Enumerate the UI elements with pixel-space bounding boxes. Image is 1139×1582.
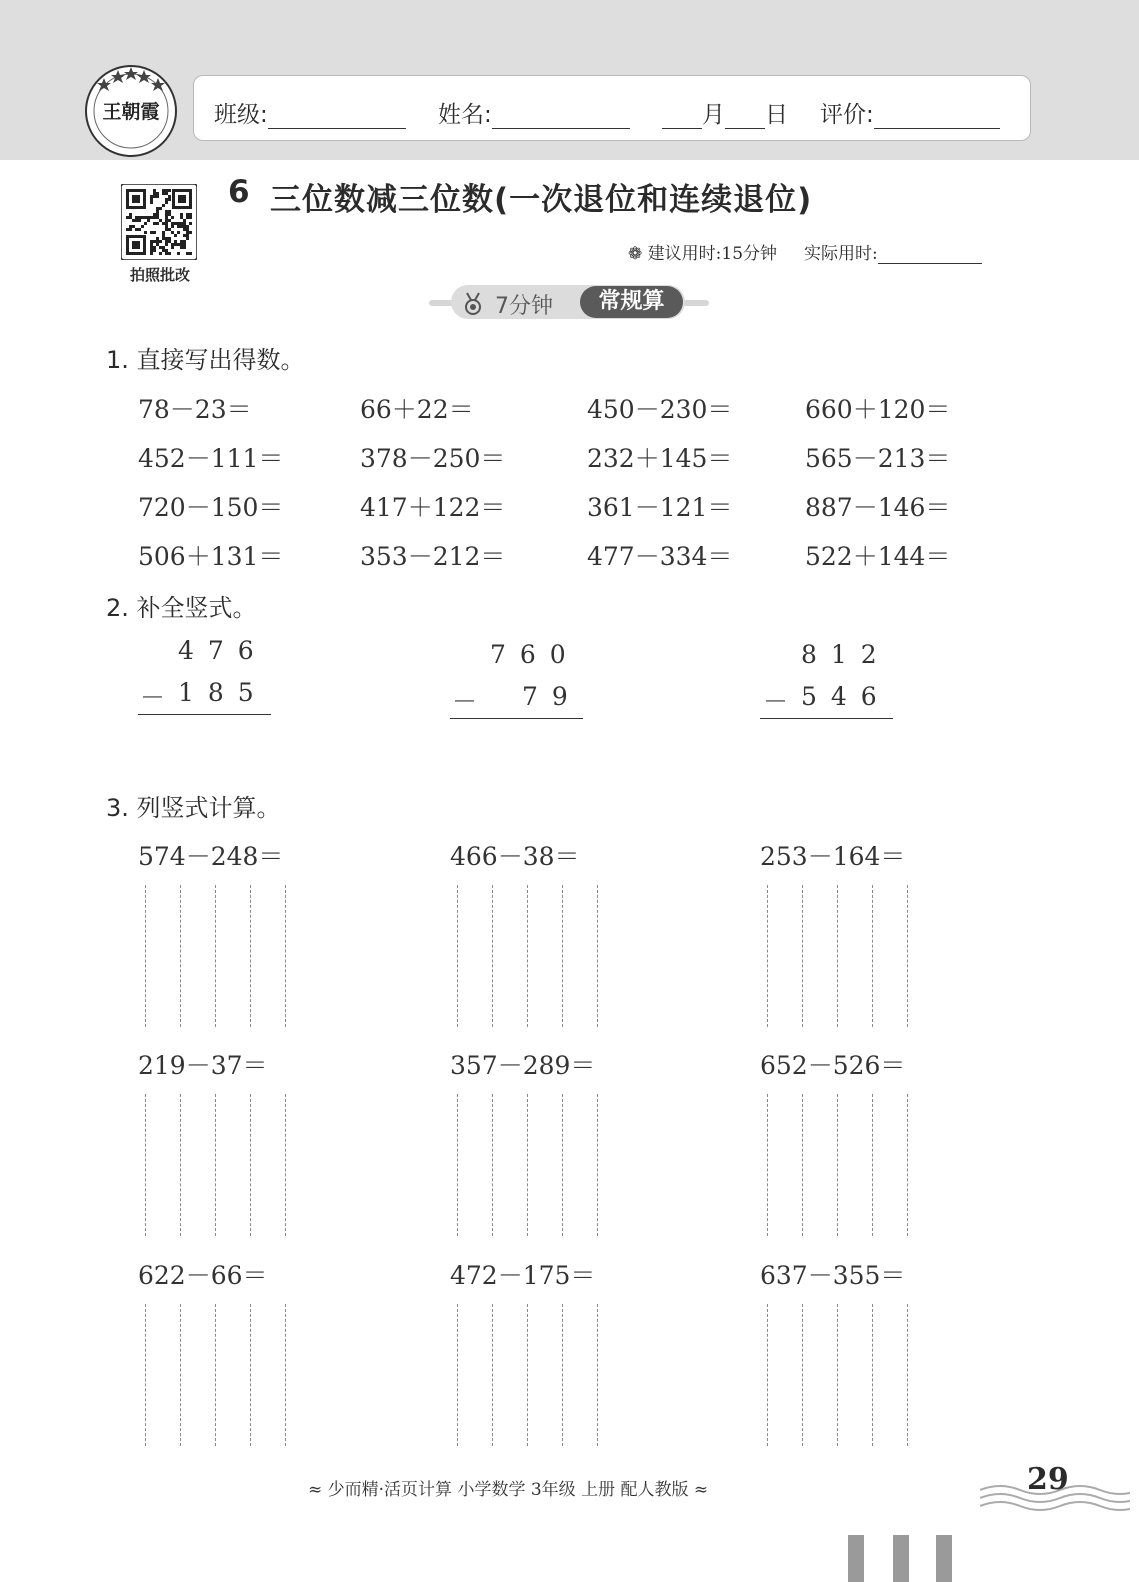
eval-label: 评价:: [820, 102, 874, 128]
work-guide-line: [250, 1094, 251, 1236]
work-guide-line: [215, 885, 216, 1027]
work-guide-line: [145, 1094, 146, 1236]
work-guide-line: [145, 1304, 146, 1446]
mental-math-item: 565－213＝: [805, 444, 951, 473]
work-guide-line: [180, 1304, 181, 1446]
actual-time-label: 实际用时:: [804, 244, 878, 264]
section1-heading: 1. 直接写出得数。: [106, 346, 305, 374]
eval-field[interactable]: [820, 96, 1000, 129]
work-guide-line: [802, 885, 803, 1027]
vertical-calc-problem: 622－66＝: [138, 1261, 268, 1290]
mental-math-item: 660＋120＝: [805, 395, 951, 424]
medal-icon: [462, 292, 484, 320]
work-guide-line: [597, 885, 598, 1027]
vertical-calc-problem: 219－37＝: [138, 1051, 268, 1080]
work-guide-line: [285, 1094, 286, 1236]
work-guide-line: [907, 1304, 908, 1446]
work-guide-line: [872, 885, 873, 1027]
work-area[interactable]: [145, 1304, 287, 1446]
vertical-line-1: [138, 714, 271, 715]
mental-math-item: 477－334＝: [587, 542, 733, 571]
mental-math-item: 361－121＝: [587, 493, 733, 522]
work-guide-line: [215, 1094, 216, 1236]
name-blank[interactable]: [492, 104, 630, 129]
name-label: 姓名:: [438, 102, 492, 128]
mental-math-item: 720－150＝: [138, 493, 284, 522]
work-guide-line: [767, 885, 768, 1027]
work-guide-line: [872, 1094, 873, 1236]
vertical-calc-problem: 637－355＝: [760, 1261, 906, 1290]
vertical-calc-problem: 253－164＝: [760, 842, 906, 871]
work-guide-line: [562, 1094, 563, 1236]
work-guide-line: [250, 1304, 251, 1446]
edge-bar: [936, 1535, 952, 1582]
work-guide-line: [285, 885, 286, 1027]
work-area[interactable]: [767, 1094, 909, 1236]
work-guide-line: [907, 885, 908, 1027]
publisher-logo: [84, 64, 178, 158]
class-label: 班级:: [214, 102, 268, 128]
work-guide-line: [802, 1304, 803, 1446]
vertical-calc-problem: 652－526＝: [760, 1051, 906, 1080]
day-blank[interactable]: [725, 104, 765, 129]
work-area[interactable]: [767, 1304, 909, 1446]
mental-math-item: 522＋144＝: [805, 542, 951, 571]
work-guide-line: [457, 885, 458, 1027]
qr-label: 拍照批改: [129, 266, 190, 284]
work-guide-line: [597, 1094, 598, 1236]
work-guide-line: [907, 1094, 908, 1236]
timer-icon: ❁: [628, 244, 643, 264]
logo-text: 王朝霞: [102, 101, 160, 123]
lesson-number: 6: [228, 174, 250, 210]
work-guide-line: [285, 1304, 286, 1446]
vertical-calc-problem: 357－289＝: [450, 1051, 596, 1080]
vertical-line-3: [760, 718, 893, 719]
work-guide-line: [837, 1304, 838, 1446]
mental-math-item: 378－250＝: [360, 444, 506, 473]
work-area[interactable]: [457, 1304, 599, 1446]
mental-math-item: 450－230＝: [587, 395, 733, 424]
vertical-top-1: 476: [178, 636, 268, 665]
qr-code[interactable]: [121, 184, 197, 260]
work-guide-line: [180, 1094, 181, 1236]
work-guide-line: [492, 885, 493, 1027]
student-info-box: [193, 75, 1031, 141]
work-guide-line: [250, 885, 251, 1027]
month-blank[interactable]: [662, 104, 702, 129]
mental-math-item: 417＋122＝: [360, 493, 506, 522]
class-blank[interactable]: [268, 104, 406, 129]
edge-bar: [893, 1535, 909, 1582]
mental-math-item: 66＋22＝: [360, 395, 474, 424]
vertical-calc-problem: 466－38＝: [450, 842, 580, 871]
month-label: 月: [702, 102, 725, 128]
vertical-op-3: －: [763, 687, 803, 716]
work-guide-line: [457, 1304, 458, 1446]
mental-math-item: 232＋145＝: [587, 444, 733, 473]
work-guide-line: [492, 1094, 493, 1236]
work-guide-line: [180, 885, 181, 1027]
section2-heading: 2. 补全竖式。: [106, 594, 257, 622]
pill-tag: 常规算: [580, 286, 683, 318]
work-guide-line: [562, 1304, 563, 1446]
mental-math-item: 353－212＝: [360, 542, 506, 571]
name-field[interactable]: [438, 96, 630, 129]
vertical-op-2: －: [452, 687, 492, 716]
mental-math-item: 887－146＝: [805, 493, 951, 522]
vertical-op-1: －: [140, 683, 180, 712]
work-guide-line: [597, 1304, 598, 1446]
work-guide-line: [215, 1304, 216, 1446]
work-area[interactable]: [457, 885, 599, 1027]
work-guide-line: [527, 1304, 528, 1446]
vertical-bottom-1: 185: [178, 678, 268, 707]
section3-heading: 3. 列竖式计算。: [106, 794, 281, 822]
vertical-top-3: 812: [801, 640, 891, 669]
work-area[interactable]: [767, 885, 909, 1027]
work-area[interactable]: [457, 1094, 599, 1236]
edge-bar: [848, 1535, 864, 1582]
footer-text: ≈ 少而精·活页计算 小学数学 3年级 上册 配人教版 ≈: [308, 1480, 709, 1500]
work-guide-line: [872, 1304, 873, 1446]
vertical-calc-problem: 574－248＝: [138, 842, 284, 871]
class-field[interactable]: [214, 96, 406, 129]
work-guide-line: [527, 1094, 528, 1236]
vertical-bottom-2: 79: [522, 682, 582, 711]
work-guide-line: [802, 1094, 803, 1236]
page-number: 29: [1027, 1462, 1069, 1497]
mental-math-item: 78－23＝: [138, 395, 252, 424]
mental-math-item: 452－111＝: [138, 444, 284, 473]
vertical-line-2: [450, 718, 583, 719]
page-title: 三位数减三位数(一次退位和连续退位): [270, 182, 813, 218]
mental-math-item: 506＋131＝: [138, 542, 284, 571]
work-guide-line: [837, 1094, 838, 1236]
work-guide-line: [145, 885, 146, 1027]
work-guide-line: [457, 1094, 458, 1236]
work-guide-line: [767, 1094, 768, 1236]
work-area[interactable]: [145, 1094, 287, 1236]
suggested-time: 建议用时:15分钟: [647, 244, 778, 264]
timing-row: [628, 239, 982, 264]
vertical-calc-problem: 472－175＝: [450, 1261, 596, 1290]
work-area[interactable]: [145, 885, 287, 1027]
date-field[interactable]: [662, 96, 788, 129]
vertical-top-2: 760: [490, 640, 580, 669]
work-guide-line: [527, 885, 528, 1027]
work-guide-line: [492, 1304, 493, 1446]
eval-blank[interactable]: [874, 104, 1000, 129]
work-guide-line: [562, 885, 563, 1027]
pill-time: 7分钟: [495, 294, 553, 319]
work-guide-line: [767, 1304, 768, 1446]
day-label: 日: [765, 102, 788, 128]
work-guide-line: [837, 885, 838, 1027]
vertical-bottom-3: 546: [801, 682, 891, 711]
actual-time-blank[interactable]: [878, 245, 982, 264]
